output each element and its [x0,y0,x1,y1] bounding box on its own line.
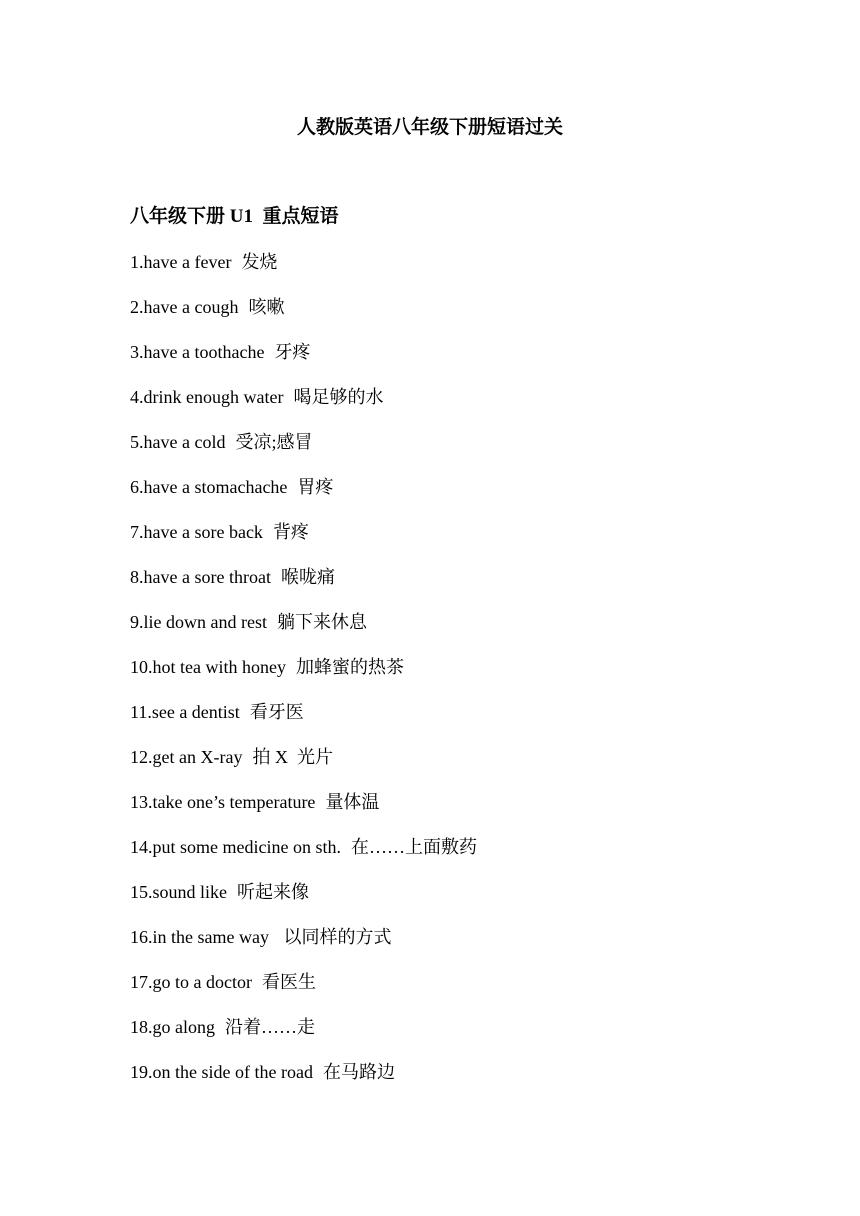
phrase-chinese: 以同样的方式 [278,927,392,947]
phrase-item [130,968,477,1013]
phrase-item [130,518,477,563]
phrase-english: 10.hot tea with honey [130,657,286,677]
phrase-english: 11.see a dentist [130,702,240,722]
phrase-item [130,473,477,518]
phrase-chinese: 发烧 [241,252,278,272]
phrase-chinese: 拍 X 光片 [252,747,333,767]
phrase-english: 9.lie down and rest [130,612,267,632]
phrase-item [130,428,477,473]
phrase-english: 16.in the same way [130,927,269,947]
phrase-item [130,923,477,968]
phrase-english: 4.drink enough water [130,387,284,407]
phrase-chinese: 加蜂蜜的热茶 [295,657,404,677]
phrase-english: 19.on the side of the road [130,1062,313,1082]
phrase-item [130,383,477,428]
phrase-chinese: 咳嗽 [248,297,285,317]
phrase-chinese: 沿着……走 [225,1017,315,1037]
phrase-item [130,698,477,743]
phrase-list [130,248,477,1103]
phrase-english: 3.have a toothache [130,342,265,362]
phrase-english: 5.have a cold [130,432,226,452]
phrase-item [130,878,477,923]
phrase-english: 15.sound like [130,882,227,902]
phrase-chinese: 量体温 [325,792,380,812]
section-heading: 八年级下册 U1 重点短语 [130,206,339,227]
phrase-english: 17.go to a doctor [130,972,252,992]
phrase-item [130,608,477,653]
phrase-item [130,293,477,338]
document-title: 人教版英语八年级下册短语过关 [296,117,563,138]
phrase-english: 6.have a stomachache [130,477,288,497]
phrase-english: 8.have a sore throat [130,567,271,587]
phrase-item [130,1013,477,1058]
phrase-english: 13.take one’s temperature [130,792,316,812]
phrase-chinese: 听起来像 [237,882,309,902]
phrase-chinese: 牙疼 [274,342,311,362]
phrase-chinese: 喉咙痛 [280,567,335,587]
phrase-chinese: 胃疼 [297,477,334,497]
phrase-item [130,653,477,698]
phrase-item [130,563,477,608]
phrase-english: 2.have a cough [130,297,239,317]
phrase-chinese: 喝足够的水 [293,387,384,407]
phrase-chinese: 受凉;感冒 [235,432,313,452]
phrase-chinese: 在马路边 [322,1062,395,1082]
phrase-chinese: 躺下来休息 [276,612,367,632]
phrase-chinese: 看牙医 [249,702,304,722]
phrase-english: 12.get an X-ray [130,747,243,767]
phrase-chinese: 在……上面敷药 [350,837,477,857]
phrase-item [130,743,477,788]
phrase-item [130,1058,477,1103]
phrase-item [130,248,477,293]
phrase-chinese: 看医生 [261,972,316,992]
phrase-item [130,338,477,383]
phrase-chinese: 背疼 [272,522,309,542]
phrase-english: 1.have a fever [130,252,232,272]
phrase-english: 14.put some medicine on sth. [130,837,341,857]
phrase-english: 7.have a sore back [130,522,263,542]
phrase-english: 18.go along [130,1017,215,1037]
phrase-item [130,788,477,833]
phrase-item [130,833,477,878]
